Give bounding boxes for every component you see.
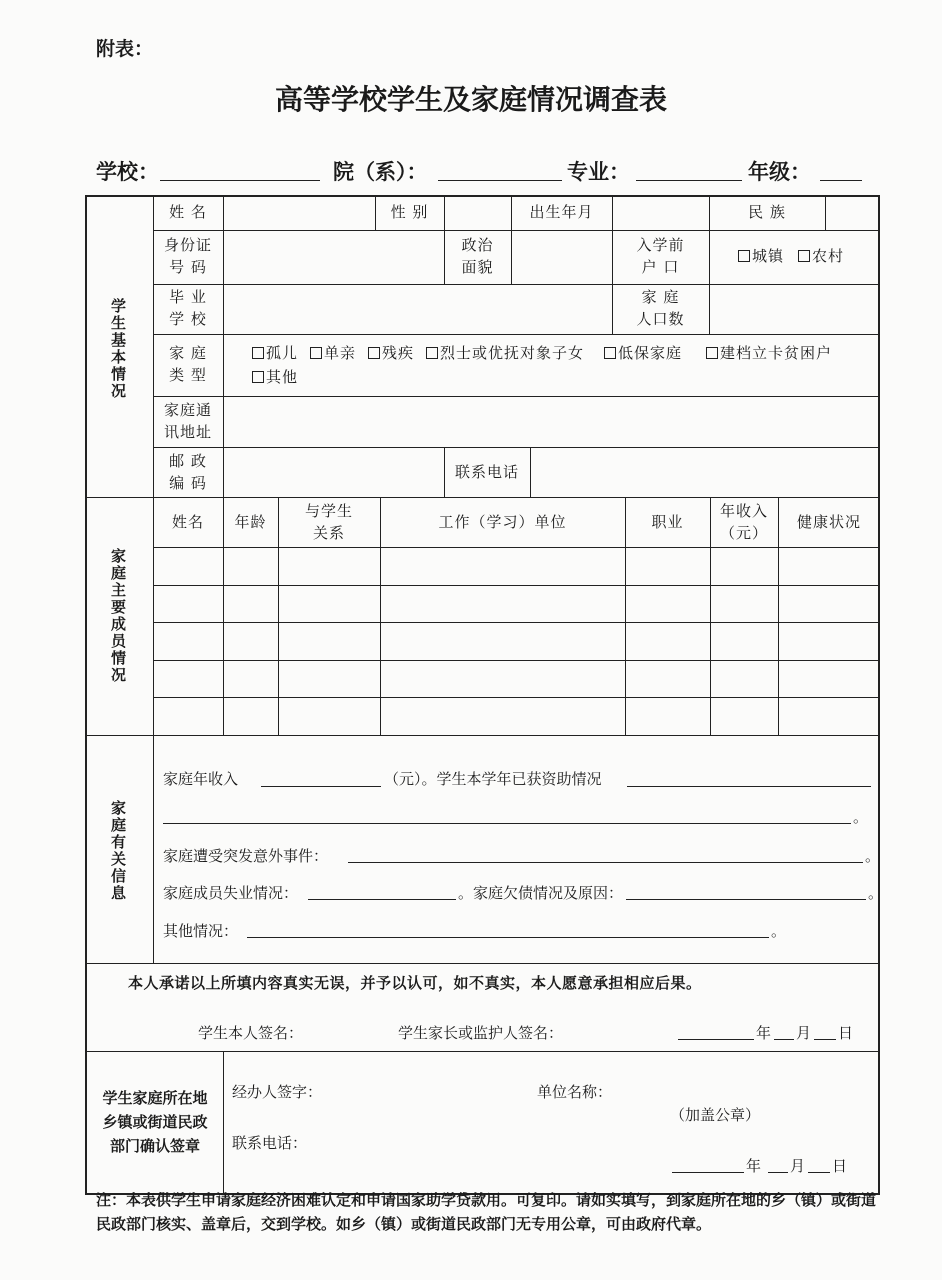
confirm-day-field[interactable] (808, 1172, 830, 1173)
family-type-label: 家 庭 类 型 (169, 344, 207, 384)
period-mark: 。 (868, 884, 884, 902)
ethnicity-input[interactable] (829, 198, 877, 228)
hukou-label: 入学前 户 口 (636, 236, 685, 276)
grad-school-input[interactable] (228, 288, 608, 330)
checkbox-icon (706, 347, 718, 359)
member-row[interactable] (153, 586, 880, 621)
member-row[interactable] (153, 623, 880, 659)
col-line (511, 230, 512, 284)
checkbox-icon (798, 250, 810, 262)
gender-input[interactable] (448, 198, 508, 228)
income-unit-text: （元）。学生本学年已获资助情况 (384, 770, 602, 788)
unemployment-field[interactable] (308, 899, 456, 900)
col-age-header: 年龄 (234, 513, 267, 531)
id-input[interactable] (228, 234, 440, 280)
hukou-rural-option[interactable]: 农村 (798, 245, 844, 267)
aid-received-field[interactable] (627, 786, 871, 787)
col-line (530, 447, 531, 497)
member-row[interactable] (153, 698, 880, 734)
col-name-header: 姓名 (171, 513, 204, 531)
income-field[interactable] (261, 786, 381, 787)
section-divider (223, 1051, 224, 1195)
type-orphan-option[interactable]: 孤儿 (252, 342, 298, 364)
type-disabled-option[interactable]: 残疾 (368, 342, 414, 364)
attachment-label: 附表： (96, 38, 154, 60)
section-line (85, 497, 880, 498)
section-divider (153, 735, 154, 963)
major-label: 专业： (567, 160, 630, 184)
income-label: 家庭年收入 (163, 770, 239, 788)
section-basic-title: 学生基本情况 (109, 298, 127, 400)
col-line (444, 195, 445, 230)
college-label: 院（系）： (333, 160, 428, 184)
member-row[interactable] (153, 548, 880, 584)
checkbox-icon (252, 347, 264, 359)
col-line (709, 230, 710, 284)
checkbox-icon (368, 347, 380, 359)
type-registered-poor-option[interactable]: 建档立卡贫困户 (706, 342, 832, 364)
birth-input[interactable] (616, 198, 706, 228)
col-relation-header: 与学生 关系 (304, 502, 353, 542)
school-label: 学校： (96, 160, 159, 184)
section-line (85, 963, 880, 964)
type-other-option[interactable]: 其他 (252, 366, 298, 388)
political-label: 政治 面貌 (461, 236, 494, 276)
day-label: 日 (838, 1024, 854, 1042)
confirm-phone-label: 联系电话： (232, 1134, 308, 1152)
hukou-urban-option[interactable]: 城镇 (738, 245, 784, 267)
confirm-month-field[interactable] (768, 1172, 788, 1173)
col-workplace-header: 工作（学习）单位 (438, 513, 567, 531)
section-members-title: 家庭主要成员情况 (109, 548, 127, 684)
row-line (153, 396, 880, 397)
period-mark: 。 (771, 922, 787, 940)
aid-received-field-line2[interactable] (163, 823, 851, 824)
other-field[interactable] (247, 937, 769, 938)
row-line (153, 334, 880, 335)
checkbox-icon (738, 250, 750, 262)
period-mark: 。 (865, 847, 881, 865)
parent-sign-label: 学生家长或监护人签名： (398, 1024, 564, 1042)
label-column-line (223, 195, 224, 497)
pledge-year-field[interactable] (678, 1039, 754, 1040)
pledge-day-field[interactable] (814, 1039, 836, 1040)
month-label: 月 (796, 1024, 812, 1042)
phone-input[interactable] (534, 451, 876, 493)
pledge-month-field[interactable] (774, 1039, 794, 1040)
emergency-field[interactable] (348, 862, 863, 863)
member-row[interactable] (153, 661, 880, 696)
phone-label: 联系电话 (454, 463, 519, 481)
debt-label: 。家庭欠债情况及原因： (458, 884, 624, 902)
student-sign-label: 学生本人签名： (198, 1024, 304, 1042)
page-title: 高等学校学生及家庭情况调查表 (274, 83, 667, 116)
row-line (153, 447, 880, 448)
birth-label: 出生年月 (529, 203, 594, 221)
postcode-input[interactable] (228, 451, 440, 493)
checkbox-icon (310, 347, 322, 359)
section-line (85, 735, 880, 736)
col-line (825, 195, 826, 230)
family-size-label: 家 庭 人口数 (636, 288, 685, 328)
section-line (85, 1051, 880, 1052)
year-label: 年 (756, 1024, 772, 1042)
other-label: 其他情况： (163, 922, 239, 940)
gender-label: 性 别 (390, 203, 429, 221)
grade-label: 年级： (748, 160, 811, 184)
col-line (612, 195, 613, 230)
section-info-title: 家庭有关信息 (109, 800, 127, 902)
period-mark: 。 (853, 808, 869, 826)
col-health-header: 健康状况 (796, 513, 861, 531)
col-income-header: 年收入 （元） (719, 502, 768, 542)
debt-field[interactable] (626, 899, 866, 900)
unit-name-label: 单位名称： (537, 1083, 613, 1101)
type-martyr-option[interactable]: 烈士或优抚对象子女 (426, 342, 584, 364)
month-label: 月 (790, 1157, 806, 1175)
name-input[interactable] (228, 198, 374, 228)
seal-note: （加盖公章） (670, 1106, 761, 1124)
year-label: 年 (746, 1157, 762, 1175)
college-field[interactable] (438, 180, 562, 181)
id-label: 身份证 号 码 (163, 236, 212, 276)
confirm-year-field[interactable] (672, 1172, 744, 1173)
major-field[interactable] (636, 180, 742, 181)
family-size-input[interactable] (713, 288, 875, 330)
school-field[interactable] (160, 180, 320, 181)
address-input[interactable] (228, 400, 876, 442)
col-occupation-header: 职业 (651, 513, 684, 531)
row-line (153, 284, 880, 285)
footnote: 注：本表供学生申请家庭经济困难认定和申请国家助学贷款用。可复印。请如实填写，到家庭所在地的乡（镇）或街道民政部门核实、盖章后，交到学校。如乡（镇）或街道民政部门无专用公章，可由政府代章。 (96, 1191, 877, 1233)
type-low-income-option[interactable]: 低保家庭 (604, 342, 682, 364)
handler-sign-label: 经办人签字： (232, 1083, 323, 1101)
address-label: 家庭通 讯地址 (163, 401, 212, 441)
grade-field[interactable] (820, 180, 862, 181)
checkbox-icon (252, 371, 264, 383)
type-single-parent-option[interactable]: 单亲 (310, 342, 356, 364)
unemployment-label: 家庭成员失业情况： (163, 884, 299, 902)
col-line (709, 284, 710, 334)
emergency-label: 家庭遭受突发意外事件： (163, 847, 329, 865)
grad-school-label: 毕 业 学 校 (169, 288, 207, 328)
postcode-label: 邮 政 编 码 (169, 452, 207, 492)
checkbox-icon (604, 347, 616, 359)
pledge-statement: 本人承诺以上所填内容真实无误，并予以认可，如不真实，本人愿意承担相应后果。 (128, 974, 702, 992)
confirm-label: 学生家庭所在地 乡镇或街道民政 部门确认签章 (102, 1089, 208, 1155)
political-input[interactable] (515, 234, 609, 280)
name-label: 姓 名 (169, 203, 207, 221)
ethnicity-label: 民 族 (748, 203, 786, 221)
day-label: 日 (832, 1157, 848, 1175)
row-line (153, 230, 880, 231)
checkbox-icon (426, 347, 438, 359)
